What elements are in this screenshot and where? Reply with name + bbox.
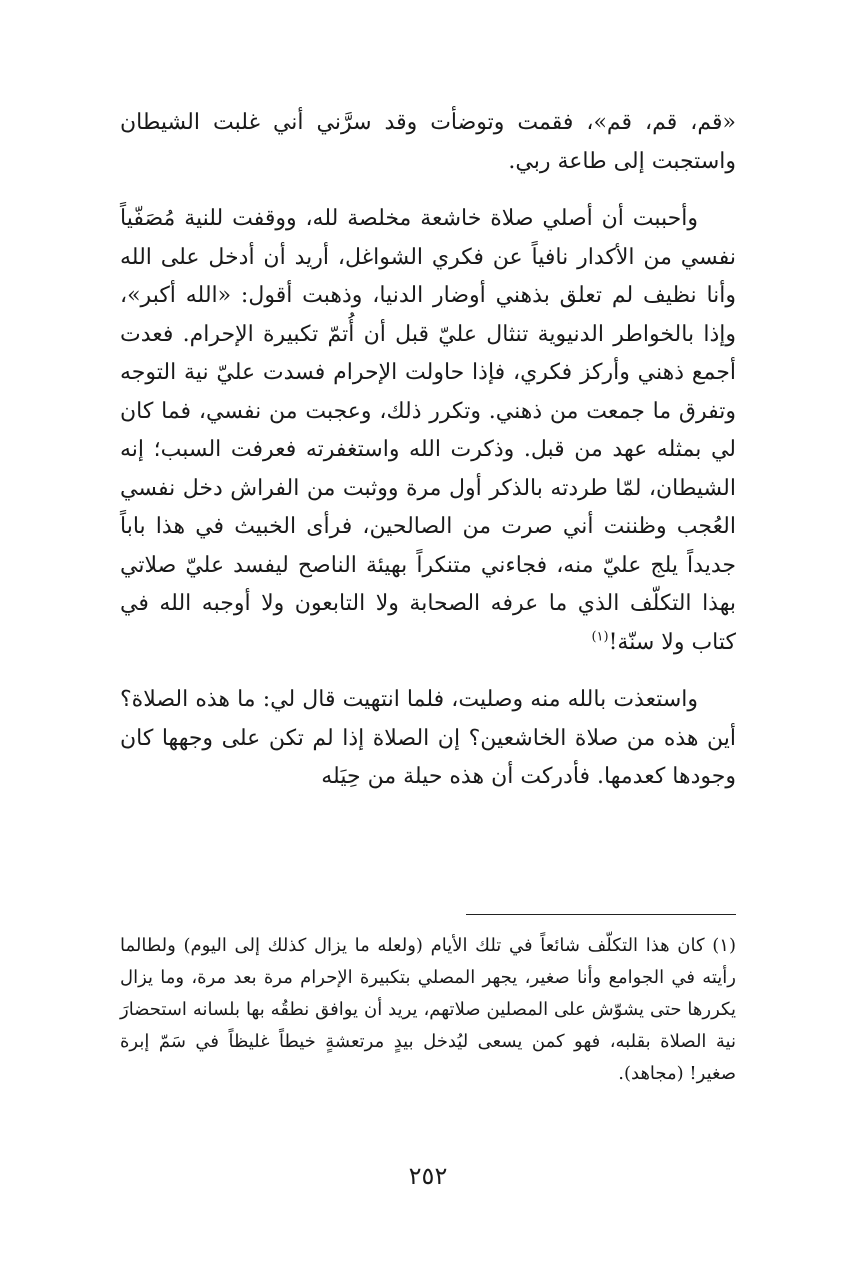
paragraph-2-text: وأحببت أن أصلي صلاة خاشعة مخلصة لله، ووقفت للنية مُصَفّياً نفسي من الأكدار نافياً عن فكري الشواغل، أريد أن أدخل على الله وأنا نظيف لم تعلق بذهني أوضار الدنيا، وذهبت أقول: «الله أكبر»، وإذا بالخواطر الدنيوية تنثال عليّ قبل أن أُتمّ تكبيرة الإحرام. فعدت أجمع ذهني وأركز فكري، فإذا حاولت الإحرام فسدت عليّ نية التوجه وتفرق ما جمعت من ذهني. وتكرر ذلك، وعجبت من نفسي، فما كان لي بمثله عهد من قبل. وذكرت الله واستغفرته فعرفت السبب؛ إنه الشيطان، لمّا طردته بالذكر أول مرة ووثبت من الفراش دخل نفسي العُجب وظننت أني صرت من الصالحين، فرأى الخبيث في هذا باباً جديداً يلج عليّ منه، فجاءني متنكراً بهيئة الناصح ليفسد عليّ صلاتي بهذا التكلّف الذي ما عرفه الصحابة ولا التابعون ولا أوجبه الله في كتاب ولا سنّة! (120, 206, 736, 655)
footnote-body (120, 930, 736, 1090)
paragraph-2 (120, 200, 736, 662)
footnote-divider (466, 914, 736, 915)
paragraph-3 (120, 681, 736, 797)
paragraph-1 (120, 104, 736, 181)
footnote-text: كان هذا التكلّف شائعاً في تلك الأيام (ولعله ما يزال كذلك إلى اليوم) ولطالما رأيته في الجوامع وأنا صغير، يجهر المصلي بتكبيرة الإحرام مرة بعد مرة، وما يزال يكررها حتى يشوّش على المصلين صلاتهم، يريد أن يوافق نطقُه بها بلسانه استحضارَ نية الصلاة بقلبه، فهو كمن يسعى ليُدخل بيدٍ مرتعشةٍ خيطاً غليظاً في سَمّ إبرة صغير! (مجاهد). (120, 935, 736, 1084)
page-number: ٢٥٢ (408, 1162, 448, 1190)
main-text (120, 104, 736, 797)
footnote-marker: (١) (712, 935, 736, 956)
footnote-reference[interactable]: (١) (591, 629, 609, 645)
paragraph-1-text: «قم، قم، قم»، فقمت وتوضأت وقد سرَّني أني غلبت الشيطان واستجبت إلى طاعة ربي. (120, 110, 736, 174)
paragraph-3-text: واستعذت بالله منه وصليت، فلما انتهيت قال لي: ما هذه الصلاة؟ أين هذه من صلاة الخاشعين؟ إن الصلاة إذا لم تكن على وجهها كان وجودها كعدمها. فأدركت أن هذه حيلة من حِيَله (120, 687, 736, 789)
footnote (120, 930, 736, 1090)
